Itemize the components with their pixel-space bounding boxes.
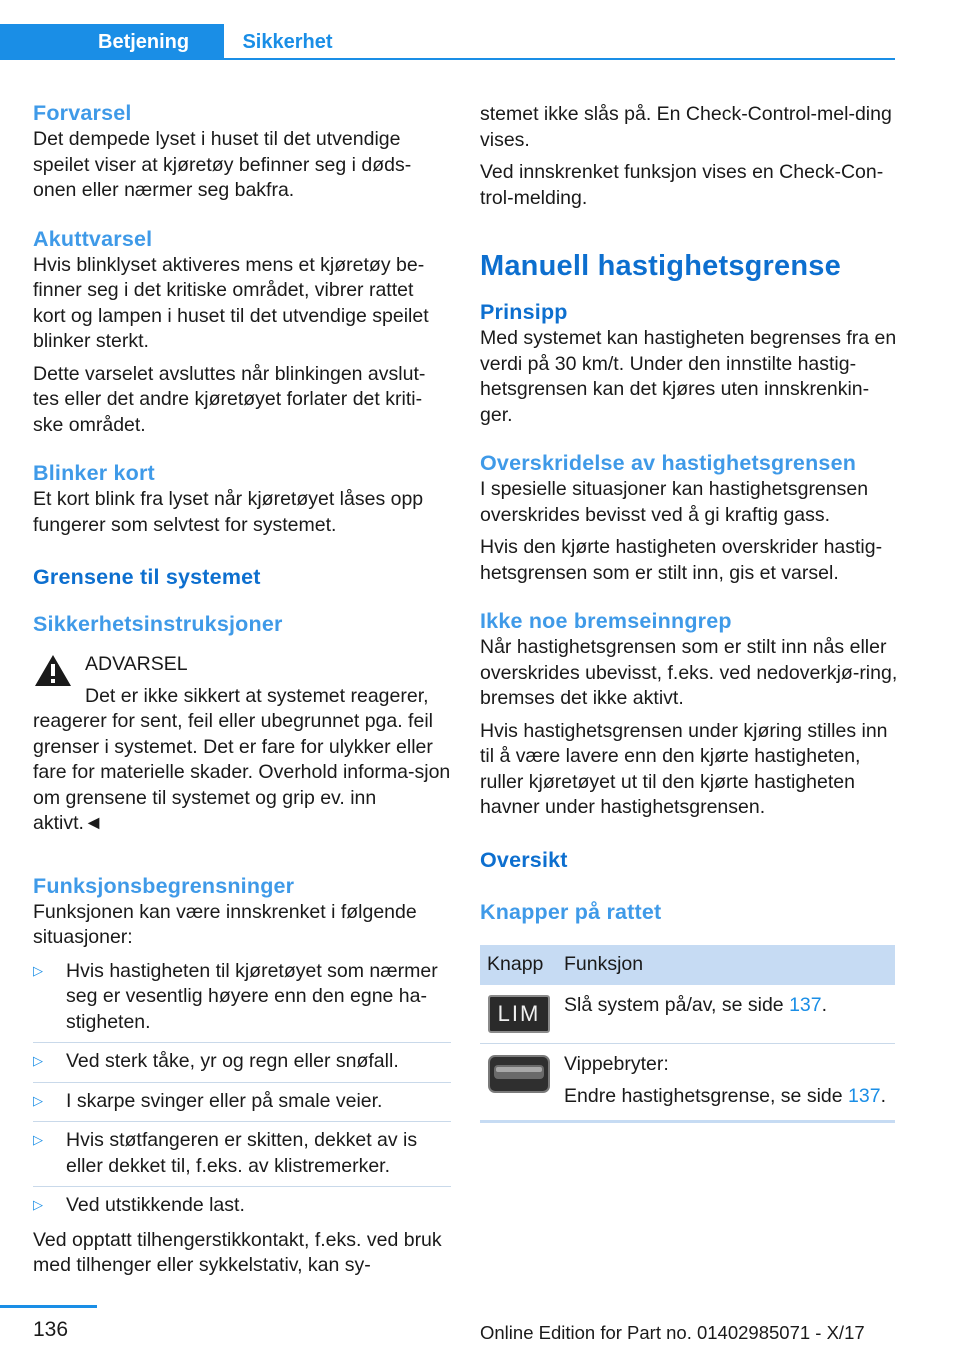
heading-blinker-kort: Blinker kort: [33, 461, 155, 485]
paragraph-blinker-kort: Et kort blink fra lyset når kjøretøyet låses opp fungerer som selvtest for systemet.: [33, 488, 424, 536]
button-table: [480, 945, 895, 1123]
heading-knapper-pa-rattet: Knapper på rattet: [480, 899, 662, 924]
table-row: [480, 985, 895, 1044]
rocker-title: Vippebryter:: [564, 1052, 669, 1075]
table-cell-function: [564, 1043, 895, 1121]
paragraph-akuttvarsel-1: Hvis blinklyset aktiveres mens et kjøretøy be-finner seg i det kritiske området, vibrer rattet kort og lampen i huset til det utvendige speilet blinker sterkt.: [33, 253, 429, 352]
paragraph-continued-1: stemet ikke slås på. En Check-Control-mel-ding vises.: [480, 103, 892, 151]
heading-manuell-hastighetsgrense: Manuell hastighetsgrense: [480, 250, 841, 282]
page-link[interactable]: 137: [848, 1085, 881, 1107]
paragraph-funksjon: Funksjonen kan være innskrenket i følgende situasjoner:: [33, 900, 417, 948]
list-item: ▷ Hvis støtfangeren er skitten, dekket av is eller dekket til, f.eks. av klistremerker.: [33, 1122, 451, 1187]
edition-text: Online Edition for Part no. 01402985071 - X/17: [480, 1322, 865, 1343]
page-number: 136: [33, 1318, 69, 1341]
warning-triangle-icon: [33, 652, 73, 690]
page-link[interactable]: 137: [789, 993, 822, 1016]
paragraph-continued-2: Ved innskrenket funksjon vises en Check-Con-trol-melding.: [480, 161, 884, 209]
heading-sikkerhetsinstruksjoner: Sikkerhetsinstruksjoner: [33, 612, 283, 636]
heading-ikke-bremseinngrep: Ikke noe bremseinngrep: [480, 609, 732, 633]
heading-akuttvarsel: Akuttvarsel: [33, 226, 153, 251]
footer-line: [0, 1305, 97, 1308]
list-item: ▷ I skarpe svinger eller på smale veier.: [33, 1083, 451, 1123]
limitation-list: [33, 959, 451, 1226]
heading-grensene: Grensene til systemet: [33, 565, 261, 589]
tab-sikkerhet[interactable]: Sikkerhet: [242, 31, 333, 53]
paragraph-ikke-1: Når hastighetsgrensen som er stilt inn nås eller overskrides ubevisst, f.eks. ved nedoverkjø-ring, bremses det ikke aktivt.: [480, 636, 898, 709]
tab-underline: [224, 58, 895, 60]
bullet-icon: ▷: [33, 1053, 43, 1068]
tab-betjening[interactable]: Betjening: [0, 24, 224, 60]
list-item: ▷ Ved utstikkende last.: [33, 1194, 245, 1216]
heading-forvarsel: Forvarsel: [33, 101, 132, 125]
bullet-icon: ▷: [33, 962, 43, 978]
table-cell-function: Slå system på/av, se side 137.: [564, 985, 895, 1044]
rocker-switch-icon: [488, 1054, 550, 1094]
rocker-description: Endre hastighetsgrense, se side 137.: [564, 1085, 886, 1107]
paragraph-forvarsel: Det dempede lyset i huset til det utvendige speilet viser at kjøretøy befinner seg i døds-onen eller nærmer seg bakfra.: [33, 128, 412, 201]
bullet-icon: ▷: [33, 1132, 43, 1147]
warning-label: ADVARSEL: [85, 653, 188, 675]
paragraph-prinsipp: Med systemet kan hastigheten begrenses fra en verdi på 30 km/t. Under den innstilte hastig-hetsgrensen kan det kjøres uten innskrenkin-ger.: [480, 327, 897, 426]
heading-prinsipp: Prinsipp: [480, 300, 568, 324]
heading-oversikt: Oversikt: [480, 847, 568, 872]
lim-button-icon: LIM: [488, 995, 550, 1033]
list-item: ▷ Hvis hastigheten til kjøretøyet som nærmer seg er vesentlig høyere enn den egne ha-stigheten.: [33, 959, 451, 1044]
warning-box: [33, 652, 451, 837]
paragraph-tail: Ved opptatt tilhengerstikkontakt, f.eks. ved bruk med tilhenger eller sykkelstativ, kan sy-: [33, 1228, 442, 1276]
right-column: [480, 100, 898, 1123]
section-tabs: [0, 24, 895, 62]
column-header-funksjon: Funksjon: [564, 945, 895, 985]
bullet-icon: ▷: [33, 1197, 43, 1212]
table-row: [480, 1043, 895, 1121]
heading-overskridelse: Overskridelse av hastighetsgrensen: [480, 451, 857, 475]
bullet-icon: ▷: [33, 1092, 43, 1108]
left-column: [33, 100, 451, 1279]
warning-text: Det er ikke sikkert at systemet reagerer, reagerer for sent, feil eller ubegrunnet pga. feil grenser i systemet. Det er fare for ulykker eller fare for materielle skader. Overhold informa-sjon om grensene til systemet og grip ev. inn aktivt.◄: [33, 684, 451, 834]
paragraph-overskridelse-2: Hvis den kjørte hastigheten overskrider hastig-hetsgrensen som er stilt inn, gis et varsel.: [480, 536, 883, 584]
heading-funksjonsbegrensninger: Funksjonsbegrensninger: [33, 873, 295, 898]
paragraph-ikke-2: Hvis hastighetsgrensen under kjøring stilles inn til å være lavere enn den kjørte hastigheten, ruller kjøretøyet ut til den kjørte hastigheten havner under hastighetsgrensen.: [480, 719, 888, 818]
list-item: ▷ Ved sterk tåke, yr og regn eller snøfall.: [33, 1043, 451, 1083]
column-header-knapp: Knapp: [480, 945, 564, 985]
table-header-row: [480, 945, 895, 985]
paragraph-akuttvarsel-2: Dette varselet avsluttes når blinkingen avslut-tes eller det andre kjøretøyet forlater det kriti-ske området.: [33, 362, 426, 436]
paragraph-overskridelse-1: I spesielle situasjoner kan hastighetsgrensen overskrides bevisst ved å gi kraftig gass.: [480, 478, 869, 526]
